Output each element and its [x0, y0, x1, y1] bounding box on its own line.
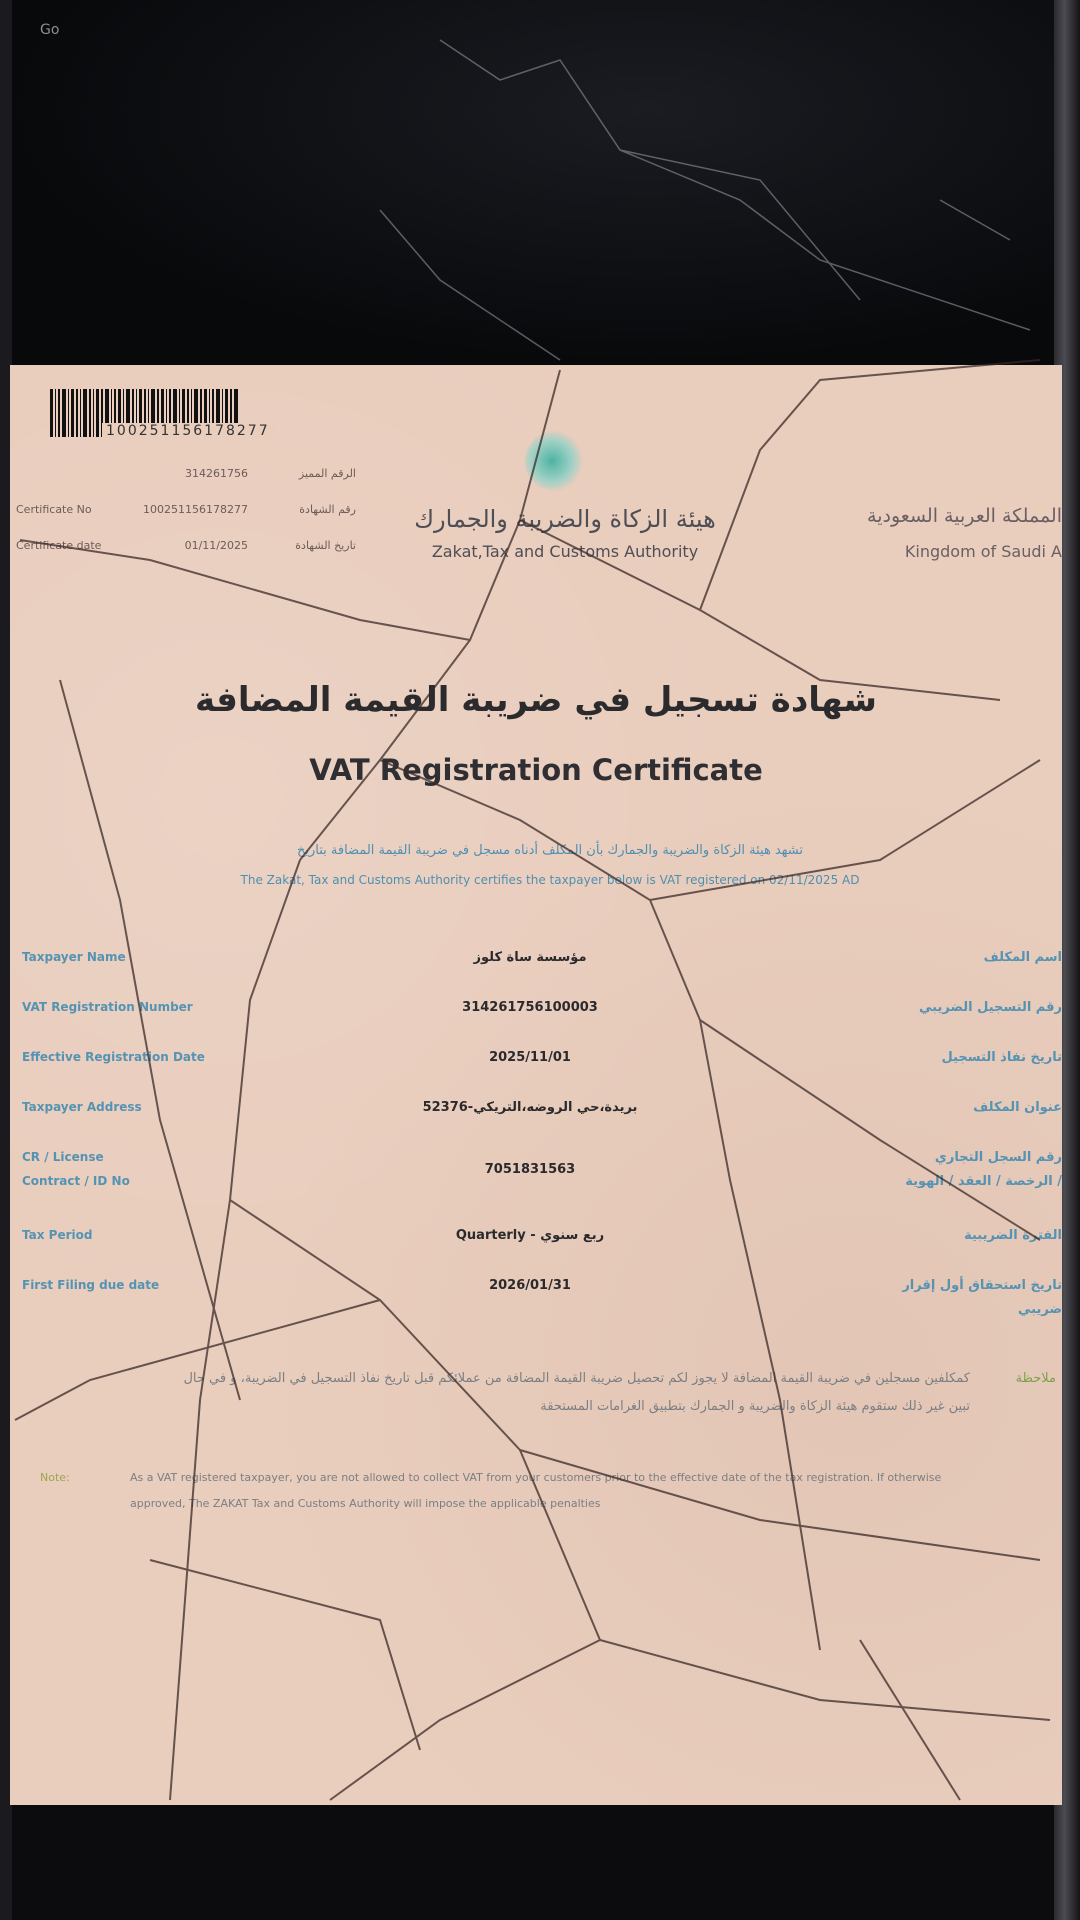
- field-label-ar: تاريخ نفاذ التسجيل: [941, 1050, 1062, 1065]
- meta-label-ar: الرقم المميز: [298, 467, 356, 480]
- kingdom-name-en: Kingdom of Saudi A: [904, 542, 1062, 561]
- field-label-en: Effective Registration Date: [22, 1050, 205, 1064]
- field-label-en: VAT Registration Number: [22, 1000, 193, 1014]
- field-label-ar: رقم التسجيل الضريبي: [919, 1000, 1062, 1015]
- field-label-en: First Filing due date: [22, 1278, 160, 1292]
- note-label-en: Note:: [40, 1471, 70, 1484]
- note-label-ar: ملاحظة: [1015, 1371, 1056, 1386]
- field-label-ar-2: ضريبي: [1018, 1302, 1062, 1317]
- note-text-en: As a VAT registered taxpayer, you are not allowed to collect VAT from your customers prior to the effective date of the tax registration. If otherwise approved, The ZAKAT Tax and Customs Authority will impose the applicable penalties: [130, 1471, 942, 1510]
- meta-label-ar: رقم الشهادة: [299, 503, 356, 516]
- meta-row: [16, 467, 356, 503]
- certificate-meta: [16, 467, 356, 575]
- authority-name-en: Zakat,Tax and Customs Authority: [431, 542, 699, 561]
- field-label-ar-2: / الرخصة / العقد / الهوية: [905, 1174, 1062, 1189]
- field-value: بريدة،حي الروضه،التريكي-52376: [422, 1100, 638, 1115]
- field-label-ar: عنوان المكلف: [973, 1100, 1062, 1115]
- barcode-number: 100251156178277: [102, 423, 274, 439]
- field-label-ar: اسم المكلف: [983, 950, 1062, 965]
- field-label-en: Tax Period: [22, 1228, 93, 1242]
- certificate-title-ar: شهادة تسجيل في ضريبة القيمة المضافة: [195, 680, 877, 720]
- kingdom-name-ar: المملكة العربية السعودية: [867, 505, 1062, 527]
- authority-logo-icon: [525, 431, 585, 491]
- phone-screen-top: [0, 0, 1080, 365]
- field-label-en: CR / License: [22, 1150, 104, 1164]
- field-value: 314261756100003: [462, 1000, 598, 1015]
- authority-name-ar: هيئة الزكاة والضريبة والجمارك: [414, 505, 716, 533]
- field-label-ar: رقم السجل التجاري: [934, 1150, 1062, 1165]
- intro-statement-en: The Zakat, Tax and Customs Authority certifies the taxpayer below is VAT registered on 02/11/2025 AD: [240, 873, 860, 887]
- meta-label: Certificate date: [16, 539, 102, 552]
- field-label-en: Taxpayer Address: [22, 1100, 142, 1114]
- field-label-en-2: Contract / ID No: [22, 1174, 130, 1188]
- meta-value: 314261756: [185, 467, 248, 480]
- field-value: 7051831563: [484, 1162, 576, 1177]
- meta-value: 100251156178277: [143, 503, 248, 516]
- meta-label: Certificate No: [16, 503, 92, 516]
- certificate-title-en: VAT Registration Certificate: [309, 753, 763, 787]
- meta-row: [16, 539, 356, 575]
- field-value: مؤسسة ساة كلوز: [473, 950, 587, 965]
- meta-value: 01/11/2025: [184, 539, 248, 552]
- intro-statement-ar: تشهد هيئة الزكاة والضريبة والجمارك بأن المكلف أدناه مسجل في ضريبة القيمة المضافة بتاريخ: [296, 843, 804, 858]
- phone-screen-bottom: [0, 1805, 1080, 1920]
- field-label-en: Taxpayer Name: [22, 950, 126, 964]
- note-text-ar: كمكلفين مسجلين في ضريبة القيمة المضافة لا يجوز لكم تحصيل ضريبة القيمة المضافة من عملائكم قبل تاريخ نفاذ التسجيل في الضريبة، و في حال تبين غير ذلك ستقوم هيئة الزكاة والضريبة و الجمارك بتطبيق الغرامات المستحقة: [183, 1371, 970, 1414]
- status-indicator: Go: [40, 22, 60, 38]
- field-label-ar: تاريخ استحقاق أول إقرار: [902, 1278, 1062, 1293]
- vat-certificate: [10, 365, 1062, 1805]
- field-label-ar: الفترة الضريبية: [964, 1228, 1062, 1243]
- field-value: Quarterly - ربع سنوي: [455, 1228, 605, 1243]
- field-value: 2026/01/31: [489, 1278, 571, 1293]
- meta-row: [16, 503, 356, 539]
- field-value: 2025/11/01: [489, 1050, 571, 1065]
- meta-label-ar: تاريخ الشهادة: [295, 539, 356, 552]
